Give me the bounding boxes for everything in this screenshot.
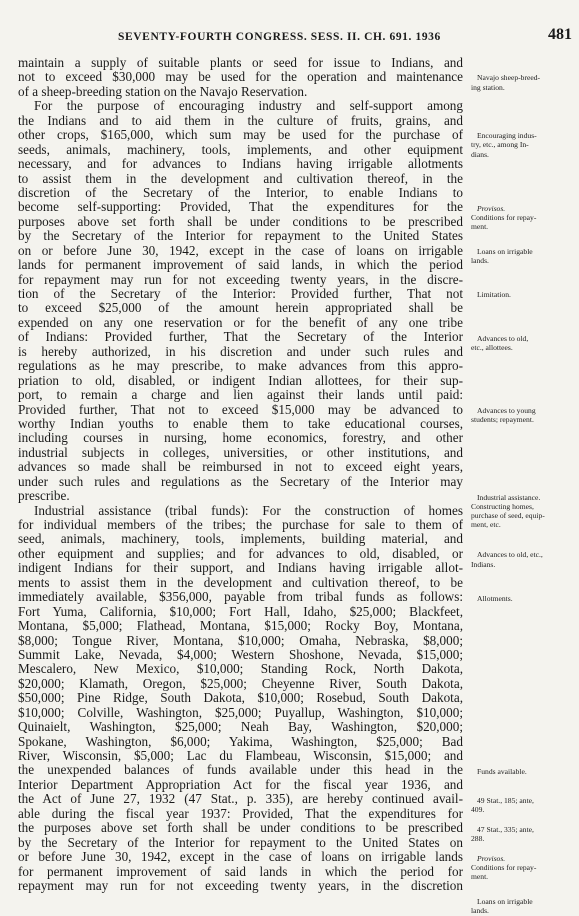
body-line: the purposes above set forth shall be under conditions to be prescribed <box>18 821 463 836</box>
margin-note-line: lands. <box>471 256 489 266</box>
body-line: ments to assist them in the development and cultivation thereof, to be <box>18 575 463 590</box>
body-text <box>18 56 463 893</box>
body-line: by the Secretary of the Interior for repayment to the United States on <box>18 835 463 850</box>
margin-note-line: Conditions for repay- <box>471 212 537 222</box>
margin-note-line: students; repayment. <box>471 415 534 424</box>
body-line: necessary, and for advances to Indians having irrigable allotments <box>18 157 463 172</box>
running-head <box>118 26 572 43</box>
body-line: $50,000; Pine Ridge, South Dakota, $10,000; Rosebud, South Dakota, <box>18 691 463 706</box>
body-line: industrial subjects in colleges, universities, or other institutions, and <box>18 445 463 460</box>
margin-note <box>471 897 575 915</box>
margin-note <box>471 493 575 530</box>
body-line: the unexpended balances of funds available under this head in the <box>18 763 463 778</box>
margin-note-line: purchase of seed, equip- <box>471 510 545 520</box>
body-line: indigent Indians for their support, and Indians having irrigable allot- <box>18 561 463 576</box>
margin-note <box>471 550 575 568</box>
body-line: of a sheep-breeding station on the Navajo Reservation. <box>18 84 308 99</box>
body-line: purposes above set forth shall be under conditions to be prescribed <box>18 214 463 229</box>
body-line: $20,000; Klamath, Oregon, $25,000; Cheyenne River, South Dakota, <box>18 676 463 691</box>
margin-note-line: Advances to old, etc., <box>477 550 543 560</box>
body-line: to exceed $25,000 of the amount herein appropriated shall be <box>18 301 463 316</box>
body-line: seed, animals, machinery, tools, implements, building material, and <box>18 532 463 547</box>
body-line: to assist them in the development and cultivation thereof, in the <box>18 171 463 186</box>
margin-note <box>471 796 575 814</box>
margin-note-line: 49 Stat., 185; ante, <box>477 795 534 805</box>
margin-note-line: Provisos. <box>477 853 506 863</box>
body-line: repayment may run for not exceeding twenty years, in the discretion <box>18 878 463 893</box>
margin-note-line: Advances to old, <box>477 333 529 343</box>
body-line: lands for permanent improvement of said lands, in which the period <box>18 258 463 273</box>
body-line: on or before June 30, 1942, except in the case of loans on irrigable <box>18 243 463 258</box>
margin-note-line: Funds available. <box>477 767 527 777</box>
margin-note-line: ment. <box>471 221 489 231</box>
body-line: by the Secretary of the Interior for repayment to the United States <box>18 229 463 244</box>
body-line: priation to old, disabled, or indigent Indian allottees, for their sup- <box>18 373 463 388</box>
body-line: Provided further, That not to exceed $15,000 may be advanced to <box>18 402 463 417</box>
margin-note-line: ment, etc. <box>471 520 501 530</box>
margin-note-line: ment. <box>471 872 489 882</box>
margin-note <box>471 247 575 265</box>
margin-note-line: 409. <box>471 805 485 815</box>
margin-note-line: Loans on irrigable <box>477 246 533 256</box>
margin-note <box>471 767 575 776</box>
body-line: is hereby authorized, in his discretion and under such rules and <box>18 344 463 359</box>
margin-note-line: etc., allottees. <box>471 342 513 352</box>
body-line: Quinaielt, Washington, $25,000; Neah Bay, Washington, $20,000; <box>18 720 463 735</box>
body-line: the Act of June 27, 1932 (47 Stat., p. 335), are hereby continued avail- <box>18 792 463 807</box>
body-line: Mescalero, New Mexico, $10,000; Standing Rock, North Dakota, <box>18 662 463 677</box>
body-line: port, to remain a charge and lien against their lands until paid: <box>18 388 463 403</box>
margin-note <box>471 825 575 843</box>
body-line: immediately available, $356,000, payable from tribal funds as follows: <box>18 590 463 605</box>
body-line: River, Wisconsin, $5,000; Lac du Flambeau, Wisconsin, $15,000; and <box>18 749 463 763</box>
margin-note-line: try, etc., among In- <box>471 140 529 150</box>
margin-note-line: Allotments. <box>477 593 513 603</box>
body-line: of Indians: Provided further, That the Secretary of the Interior <box>18 330 463 345</box>
margin-note-line: Conditions for repay- <box>471 862 537 872</box>
body-line: discretion of the Secretary of the Interior, to enable Indians to <box>18 185 463 200</box>
page-number: 481 <box>548 26 572 43</box>
margin-note <box>471 594 575 603</box>
body-line: Montana, $5,000; Flathead, Montana, $15,000; Rocky Boy, Montana, <box>18 619 463 634</box>
body-line: $8,000; Tongue River, Montana, $10,000; Omaha, Nebraska, $8,000; <box>18 633 463 648</box>
body-line: $10,000; Colville, Washington, $25,000; Puyallup, Washington, $10,000; <box>18 705 463 720</box>
body-line: able during the fiscal year 1937: Provided, That the expenditures for <box>18 806 463 821</box>
body-line: Spokane, Washington, $6,000; Yakima, Washington, $25,000; Bad <box>18 734 463 749</box>
body-line: worthy Indian youths to enable them to take educational courses, <box>18 416 463 431</box>
margin-note <box>471 854 575 882</box>
body-line: Industrial assistance (tribal funds): For the construction of homes <box>34 503 463 518</box>
margin-note-line: ing station. <box>471 82 505 92</box>
margin-note-line: Encouraging indus- <box>477 131 537 141</box>
body-line: Fort Yuma, California, $10,000; Fort Hall, Idaho, $25,000; Blackfeet, <box>18 604 463 619</box>
margin-note <box>471 406 575 424</box>
body-line: the Indians and to aid them in the culture of fruits, grains, and <box>18 113 463 128</box>
margin-note-line: Indians. <box>471 559 496 569</box>
body-line: For the purpose of encouraging industry and self-support among <box>34 99 463 114</box>
margin-note-line: Constructing homes, <box>471 501 534 511</box>
margin-note-line: Navajo sheep-breed- <box>477 73 541 83</box>
body-line: advances so made shall be reimbursed in not to exceed eight years, <box>18 460 463 475</box>
body-line: other equipment and supplies; and for advances to old, disabled, or <box>18 546 463 561</box>
margin-note-line: 288. <box>471 834 485 844</box>
body-line: Interior Department Appropriation Act for the fiscal year 1936, and <box>18 777 463 792</box>
body-line: maintain a supply of suitable plants or seed for issue to Indians, and <box>18 56 463 70</box>
margin-note-line: Industrial assistance. <box>477 492 541 502</box>
body-line: seeds, animals, machinery, tools, implements, and other equipment <box>18 142 463 157</box>
body-line: including courses in nursing, home economics, forestry, and other <box>18 431 463 446</box>
margin-note-line: Advances to young <box>477 405 536 415</box>
running-head-text: SEVENTY-FOURTH CONGRESS. SESS. II. CH. 691. 1936 <box>118 31 441 43</box>
margin-note <box>471 334 575 352</box>
body-line: for repayment may run for not exceeding twenty years, in the discre- <box>18 272 463 287</box>
body-line: Summit Lake, Nevada, $4,000; Western Shoshone, Nevada, $15,000; <box>18 647 463 662</box>
body-line: expended on any one reservation or for the benefit of any one tribe <box>18 315 463 330</box>
margin-note-line: Provisos. <box>477 203 506 213</box>
margin-note-line: Loans on irrigable <box>477 897 533 907</box>
body-line: for individual members of the tribes; the purchase for sale to them of <box>18 518 463 532</box>
body-line: regulations as he may prescribe, to make advances from this appro- <box>18 359 463 374</box>
margin-note-line: Limitation. <box>477 290 511 300</box>
margin-note <box>471 73 575 91</box>
body-line: tion of the Secretary of the Interior: Provided further, That not <box>18 287 463 301</box>
body-line: under such rules and regulations as the Secretary of the Interior may <box>18 474 463 489</box>
body-line: other crops, $165,000, which sum may be used for the purchase of <box>18 128 463 143</box>
body-line: for permanent improvement of said lands in which the period for <box>18 864 463 879</box>
margin-note <box>471 290 575 299</box>
margin-note <box>471 204 575 232</box>
body-line: prescribe. <box>18 489 70 504</box>
margin-note-line: 47 Stat., 335; ante, <box>477 824 534 834</box>
body-line: not to exceed $30,000 may be used for the operation and maintenance <box>18 70 463 85</box>
margin-note <box>471 131 575 159</box>
body-line: or before June 30, 1942, except in the case of loans on irrigable lands <box>18 850 463 865</box>
margin-note-line: lands. <box>471 906 489 916</box>
margin-note-line: dians. <box>471 149 489 159</box>
body-line: become self-supporting: Provided, That the expenditures for the <box>18 200 463 215</box>
